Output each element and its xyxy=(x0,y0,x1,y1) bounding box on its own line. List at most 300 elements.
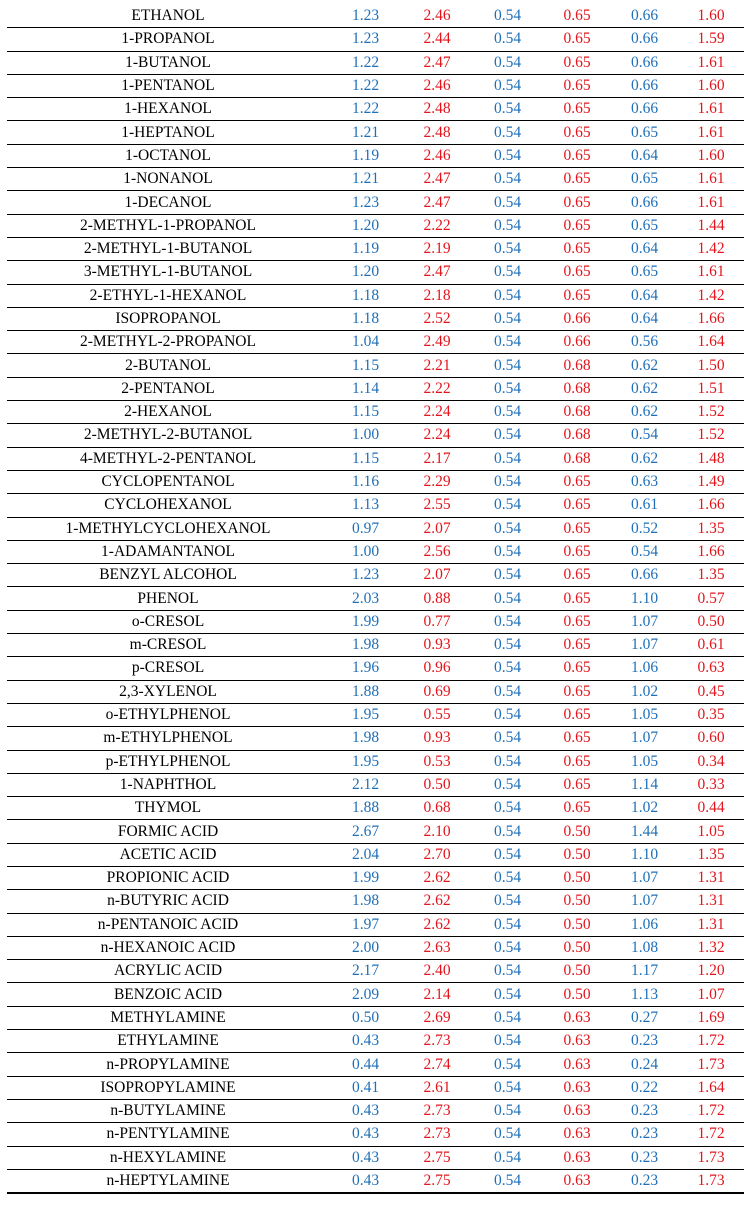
value-cell: 1.18 xyxy=(329,284,402,307)
value-cell: 0.66 xyxy=(611,564,678,587)
compound-name-cell: CYCLOHEXANOL xyxy=(7,494,329,517)
value-cell: 0.50 xyxy=(543,983,611,1006)
value-cell: 2.07 xyxy=(402,517,472,540)
value-cell: 0.68 xyxy=(543,424,611,447)
value-cell: 1.04 xyxy=(329,331,402,354)
value-cell: 0.62 xyxy=(611,377,678,400)
value-cell: 0.65 xyxy=(543,121,611,144)
value-cell: 0.43 xyxy=(329,1123,402,1146)
value-cell: 1.10 xyxy=(611,843,678,866)
value-cell: 0.65 xyxy=(543,494,611,517)
compound-name-cell: 1-PENTANOL xyxy=(7,74,329,97)
value-cell: 0.54 xyxy=(472,354,543,377)
value-cell: 1.98 xyxy=(329,727,402,750)
value-cell: 2.47 xyxy=(402,191,472,214)
value-cell: 1.61 xyxy=(678,261,744,284)
value-cell: 0.65 xyxy=(543,634,611,657)
value-cell: 1.02 xyxy=(611,680,678,703)
value-cell: 0.54 xyxy=(472,587,543,610)
value-cell: 1.72 xyxy=(678,1099,744,1122)
value-cell: 0.54 xyxy=(472,144,543,167)
value-cell: 0.54 xyxy=(472,424,543,447)
compound-name-cell: 1-NAPHTHOL xyxy=(7,773,329,796)
value-cell: 0.66 xyxy=(611,28,678,51)
table-row xyxy=(7,843,744,866)
table-row xyxy=(7,98,744,121)
value-cell: 2.55 xyxy=(402,494,472,517)
table-row xyxy=(7,354,744,377)
value-cell: 0.43 xyxy=(329,1169,402,1193)
value-cell: 0.54 xyxy=(472,1006,543,1029)
value-cell: 0.65 xyxy=(543,750,611,773)
value-cell: 1.20 xyxy=(329,214,402,237)
value-cell: 0.54 xyxy=(472,28,543,51)
compound-name-cell: PHENOL xyxy=(7,587,329,610)
value-cell: 2.73 xyxy=(402,1123,472,1146)
compound-name-cell: n-PENTANOIC ACID xyxy=(7,913,329,936)
table-body xyxy=(7,5,744,1193)
value-cell: 0.68 xyxy=(543,401,611,424)
value-cell: 0.41 xyxy=(329,1076,402,1099)
value-cell: 0.93 xyxy=(402,727,472,750)
value-cell: 2.56 xyxy=(402,540,472,563)
value-cell: 2.48 xyxy=(402,98,472,121)
table-row xyxy=(7,1146,744,1169)
table-row xyxy=(7,750,744,773)
value-cell: 0.60 xyxy=(678,727,744,750)
table-row xyxy=(7,890,744,913)
compound-name-cell: BENZYL ALCOHOL xyxy=(7,564,329,587)
value-cell: 1.73 xyxy=(678,1169,744,1193)
value-cell: 1.31 xyxy=(678,913,744,936)
value-cell: 0.77 xyxy=(402,610,472,633)
table-row xyxy=(7,960,744,983)
value-cell: 0.43 xyxy=(329,1030,402,1053)
value-cell: 0.54 xyxy=(472,214,543,237)
table-row xyxy=(7,983,744,1006)
compound-name-cell: 2-BUTANOL xyxy=(7,354,329,377)
table-row xyxy=(7,773,744,796)
value-cell: 0.65 xyxy=(543,51,611,74)
table-row xyxy=(7,1123,744,1146)
value-cell: 0.65 xyxy=(543,261,611,284)
compound-name-cell: ETHANOL xyxy=(131,7,205,25)
table-row xyxy=(7,261,744,284)
value-cell: 0.54 xyxy=(472,401,543,424)
value-cell: 1.23 xyxy=(351,7,380,25)
value-cell: 0.63 xyxy=(543,1169,611,1193)
table-row xyxy=(7,424,744,447)
value-cell: 0.63 xyxy=(543,1030,611,1053)
value-cell: 2.14 xyxy=(402,983,472,1006)
value-cell: 2.46 xyxy=(402,74,472,97)
value-cell: 1.07 xyxy=(678,983,744,1006)
value-cell: 2.04 xyxy=(329,843,402,866)
value-cell: 2.22 xyxy=(402,214,472,237)
value-cell: 0.54 xyxy=(472,331,543,354)
value-cell: 0.54 xyxy=(472,750,543,773)
value-cell: 2.40 xyxy=(402,960,472,983)
value-cell: 1.07 xyxy=(611,634,678,657)
value-cell: 0.65 xyxy=(543,168,611,191)
value-cell: 0.50 xyxy=(543,960,611,983)
value-cell: 1.00 xyxy=(329,540,402,563)
value-cell: 1.66 xyxy=(678,307,744,330)
table-row xyxy=(7,1030,744,1053)
compound-name-cell: m-ETHYLPHENOL xyxy=(7,727,329,750)
compound-name-cell: 2-METHYL-1-PROPANOL xyxy=(7,214,329,237)
value-cell: 1.61 xyxy=(678,51,744,74)
compound-name-cell: 2,3-XYLENOL xyxy=(7,680,329,703)
value-cell: 0.50 xyxy=(543,820,611,843)
value-cell: 0.54 xyxy=(472,74,543,97)
compound-name-cell: 2-ETHYL-1-HEXANOL xyxy=(7,284,329,307)
value-cell: 2.62 xyxy=(402,890,472,913)
table-row xyxy=(7,1099,744,1122)
value-cell: 2.69 xyxy=(402,1006,472,1029)
value-cell: 0.62 xyxy=(611,354,678,377)
value-cell: 0.23 xyxy=(611,1099,678,1122)
value-cell: 0.54 xyxy=(472,983,543,1006)
value-cell: 0.66 xyxy=(543,307,611,330)
table-row xyxy=(7,51,744,74)
value-cell: 0.65 xyxy=(543,98,611,121)
value-cell: 0.65 xyxy=(611,261,678,284)
table-row xyxy=(7,866,744,889)
value-cell: 2.10 xyxy=(402,820,472,843)
value-cell: 1.23 xyxy=(329,191,402,214)
value-cell: 0.65 xyxy=(543,703,611,726)
value-cell: 0.65 xyxy=(543,773,611,796)
table-row xyxy=(7,1053,744,1076)
value-cell: 0.23 xyxy=(611,1123,678,1146)
value-cell: 1.69 xyxy=(678,1006,744,1029)
value-cell: 0.65 xyxy=(543,540,611,563)
value-cell: 0.50 xyxy=(678,610,744,633)
value-cell: 0.65 xyxy=(611,121,678,144)
table-row xyxy=(7,470,744,493)
value-cell: 1.15 xyxy=(329,354,402,377)
table-row xyxy=(7,191,744,214)
value-cell: 1.48 xyxy=(678,447,744,470)
value-cell: 1.07 xyxy=(611,727,678,750)
value-cell: 0.54 xyxy=(472,1053,543,1076)
table-row xyxy=(7,401,744,424)
value-cell: 0.65 xyxy=(543,214,611,237)
value-cell: 0.54 xyxy=(472,377,543,400)
value-cell: 2.52 xyxy=(402,307,472,330)
value-cell: 0.54 xyxy=(472,703,543,726)
value-cell: 2.70 xyxy=(402,843,472,866)
compound-name-cell: PROPIONIC ACID xyxy=(7,866,329,889)
compound-name-cell: 4-METHYL-2-PENTANOL xyxy=(7,447,329,470)
value-cell: 1.13 xyxy=(611,983,678,1006)
value-cell: 1.72 xyxy=(678,1123,744,1146)
value-cell: 0.93 xyxy=(402,634,472,657)
value-cell: 0.65 xyxy=(543,657,611,680)
value-cell: 1.19 xyxy=(329,144,402,167)
value-cell: 0.55 xyxy=(402,703,472,726)
value-cell: 0.63 xyxy=(543,1099,611,1122)
value-cell: 0.65 xyxy=(543,237,611,260)
compound-name-cell: n-PENTYLAMINE xyxy=(7,1123,329,1146)
compound-name-cell: 2-METHYL-2-PROPANOL xyxy=(7,331,329,354)
value-cell: 0.54 xyxy=(472,610,543,633)
compound-name-cell: 2-HEXANOL xyxy=(7,401,329,424)
value-cell: 0.63 xyxy=(543,1006,611,1029)
compound-name-cell: o-ETHYLPHENOL xyxy=(7,703,329,726)
value-cell: 0.54 xyxy=(472,634,543,657)
table-row xyxy=(7,377,744,400)
value-cell: 0.66 xyxy=(611,191,678,214)
value-cell: 0.57 xyxy=(678,587,744,610)
table-row xyxy=(7,797,744,820)
table-row xyxy=(7,936,744,959)
compound-name-cell: n-BUTYLAMINE xyxy=(7,1099,329,1122)
value-cell: 0.66 xyxy=(611,51,678,74)
value-cell: 1.49 xyxy=(678,470,744,493)
compound-name-cell: 1-METHYLCYCLOHEXANOL xyxy=(7,517,329,540)
value-cell: 0.65 xyxy=(543,74,611,97)
table-row xyxy=(7,494,744,517)
value-cell: 1.22 xyxy=(329,51,402,74)
value-cell: 2.47 xyxy=(402,261,472,284)
value-cell: 1.06 xyxy=(611,657,678,680)
compound-name-cell: ACETIC ACID xyxy=(7,843,329,866)
table-row xyxy=(7,564,744,587)
value-cell: 0.63 xyxy=(543,1076,611,1099)
value-cell: 1.19 xyxy=(329,237,402,260)
value-cell: 1.73 xyxy=(678,1053,744,1076)
table-row xyxy=(7,634,744,657)
value-cell: 1.52 xyxy=(678,401,744,424)
value-cell: 0.65 xyxy=(543,191,611,214)
value-cell: 0.23 xyxy=(611,1030,678,1053)
value-cell: 0.66 xyxy=(611,74,678,97)
value-cell: 1.20 xyxy=(329,261,402,284)
value-cell: 1.07 xyxy=(611,610,678,633)
value-cell: 1.17 xyxy=(611,960,678,983)
value-cell: 0.54 xyxy=(472,51,543,74)
value-cell: 1.06 xyxy=(611,913,678,936)
table-row xyxy=(7,331,744,354)
value-cell: 1.66 xyxy=(678,540,744,563)
value-cell: 0.54 xyxy=(472,1123,543,1146)
value-cell: 2.47 xyxy=(402,51,472,74)
value-cell: 2.75 xyxy=(402,1169,472,1193)
value-cell: 1.05 xyxy=(611,750,678,773)
value-cell: 0.54 xyxy=(472,1030,543,1053)
value-cell: 0.66 xyxy=(611,98,678,121)
value-cell: 0.65 xyxy=(611,214,678,237)
value-cell: 0.63 xyxy=(678,657,744,680)
table-row xyxy=(7,727,744,750)
value-cell: 1.02 xyxy=(611,797,678,820)
value-cell: 1.15 xyxy=(329,447,402,470)
value-cell: 0.62 xyxy=(611,401,678,424)
compound-name-cell: n-BUTYRIC ACID xyxy=(7,890,329,913)
value-cell: 0.68 xyxy=(543,447,611,470)
value-cell: 0.68 xyxy=(543,377,611,400)
value-cell: 2.00 xyxy=(329,936,402,959)
value-cell: 2.49 xyxy=(402,331,472,354)
value-cell: 2.62 xyxy=(402,866,472,889)
value-cell: 0.54 xyxy=(472,820,543,843)
table-row xyxy=(7,1006,744,1029)
value-cell: 0.22 xyxy=(611,1076,678,1099)
value-cell: 0.35 xyxy=(678,703,744,726)
value-cell: 0.50 xyxy=(543,890,611,913)
value-cell: 1.88 xyxy=(329,680,402,703)
value-cell: 2.17 xyxy=(402,447,472,470)
value-cell: 1.05 xyxy=(611,703,678,726)
value-cell: 0.62 xyxy=(611,447,678,470)
value-cell: 2.12 xyxy=(329,773,402,796)
table-row xyxy=(7,1169,744,1193)
value-cell: 0.65 xyxy=(543,564,611,587)
value-cell: 1.00 xyxy=(329,424,402,447)
compound-name-cell: 1-HEXANOL xyxy=(7,98,329,121)
value-cell: 0.65 xyxy=(543,28,611,51)
value-cell: 0.54 xyxy=(472,307,543,330)
compound-name-cell: n-PROPYLAMINE xyxy=(7,1053,329,1076)
table-row xyxy=(7,680,744,703)
value-cell: 1.44 xyxy=(611,820,678,843)
value-cell: 0.54 xyxy=(472,960,543,983)
compound-name-cell: o-CRESOL xyxy=(7,610,329,633)
value-cell: 0.54 xyxy=(472,843,543,866)
value-cell: 0.66 xyxy=(630,7,659,25)
value-cell: 0.54 xyxy=(472,494,543,517)
compound-name-cell: p-CRESOL xyxy=(7,657,329,680)
compound-name-cell: THYMOL xyxy=(7,797,329,820)
compound-name-cell: METHYLAMINE xyxy=(7,1006,329,1029)
value-cell: 1.15 xyxy=(329,401,402,424)
value-cell: 1.05 xyxy=(678,820,744,843)
value-cell: 0.54 xyxy=(472,564,543,587)
value-cell: 0.23 xyxy=(611,1146,678,1169)
value-cell: 0.54 xyxy=(472,540,543,563)
value-cell: 2.09 xyxy=(329,983,402,1006)
value-cell: 1.98 xyxy=(329,634,402,657)
compound-name-cell: FORMIC ACID xyxy=(7,820,329,843)
compound-name-cell: 2-PENTANOL xyxy=(7,377,329,400)
value-cell: 0.54 xyxy=(472,797,543,820)
value-cell: 1.60 xyxy=(697,7,725,25)
table-row xyxy=(7,168,744,191)
value-cell: 2.75 xyxy=(402,1146,472,1169)
value-cell: 0.43 xyxy=(329,1099,402,1122)
value-cell: 0.65 xyxy=(543,470,611,493)
value-cell: 0.96 xyxy=(402,657,472,680)
value-cell: 0.23 xyxy=(611,1169,678,1193)
value-cell: 0.54 xyxy=(611,424,678,447)
table-row xyxy=(7,5,744,28)
value-cell: 2.73 xyxy=(402,1030,472,1053)
value-cell: 0.65 xyxy=(543,144,611,167)
compound-name-cell: 2-METHYL-1-BUTANOL xyxy=(7,237,329,260)
value-cell: 0.50 xyxy=(402,773,472,796)
value-cell: 0.54 xyxy=(472,727,543,750)
table-row xyxy=(7,447,744,470)
value-cell: 2.46 xyxy=(423,7,451,25)
value-cell: 0.64 xyxy=(611,284,678,307)
table-row xyxy=(7,1076,744,1099)
value-cell: 2.24 xyxy=(402,401,472,424)
value-cell: 1.44 xyxy=(678,214,744,237)
value-cell: 0.50 xyxy=(543,913,611,936)
value-cell: 0.52 xyxy=(611,517,678,540)
value-cell: 1.32 xyxy=(678,936,744,959)
value-cell: 1.16 xyxy=(329,470,402,493)
value-cell: 0.64 xyxy=(611,144,678,167)
value-cell: 2.63 xyxy=(402,936,472,959)
value-cell: 0.45 xyxy=(678,680,744,703)
table-row xyxy=(7,144,744,167)
value-cell: 1.95 xyxy=(329,703,402,726)
value-cell: 0.50 xyxy=(329,1006,402,1029)
value-cell: 1.21 xyxy=(329,121,402,144)
value-cell: 1.98 xyxy=(329,890,402,913)
value-cell: 0.66 xyxy=(543,331,611,354)
compound-name-cell: ETHYLAMINE xyxy=(7,1030,329,1053)
value-cell: 1.88 xyxy=(329,797,402,820)
value-cell: 1.73 xyxy=(678,1146,744,1169)
data-table-container xyxy=(7,5,744,1194)
value-cell: 1.59 xyxy=(678,28,744,51)
compound-name-cell: n-HEXANOIC ACID xyxy=(7,936,329,959)
value-cell: 0.54 xyxy=(472,936,543,959)
value-cell: 1.64 xyxy=(678,1076,744,1099)
compound-name-cell: p-ETHYLPHENOL xyxy=(7,750,329,773)
value-cell: 0.54 xyxy=(472,680,543,703)
value-cell: 0.44 xyxy=(329,1053,402,1076)
value-cell: 0.65 xyxy=(543,517,611,540)
value-cell: 1.35 xyxy=(678,564,744,587)
value-cell: 0.54 xyxy=(472,890,543,913)
value-cell: 2.46 xyxy=(402,144,472,167)
value-cell: 0.68 xyxy=(543,354,611,377)
value-cell: 2.22 xyxy=(402,377,472,400)
value-cell: 2.29 xyxy=(402,470,472,493)
value-cell: 0.44 xyxy=(678,797,744,820)
value-cell: 0.65 xyxy=(543,797,611,820)
table-row xyxy=(7,657,744,680)
value-cell: 0.27 xyxy=(611,1006,678,1029)
compound-name-cell: 1-DECANOL xyxy=(7,191,329,214)
value-cell: 2.48 xyxy=(402,121,472,144)
value-cell: 0.54 xyxy=(472,121,543,144)
value-cell: 0.54 xyxy=(472,447,543,470)
value-cell: 2.47 xyxy=(402,168,472,191)
value-cell: 1.14 xyxy=(611,773,678,796)
value-cell: 2.67 xyxy=(329,820,402,843)
value-cell: 2.18 xyxy=(402,284,472,307)
value-cell: 0.88 xyxy=(402,587,472,610)
table-row xyxy=(7,703,744,726)
value-cell: 0.54 xyxy=(472,261,543,284)
compound-name-cell: ISOPROPYLAMINE xyxy=(7,1076,329,1099)
value-cell: 2.07 xyxy=(402,564,472,587)
value-cell: 0.65 xyxy=(543,284,611,307)
value-cell: 1.07 xyxy=(611,890,678,913)
value-cell: 1.52 xyxy=(678,424,744,447)
value-cell: 1.61 xyxy=(678,168,744,191)
compound-name-cell: 1-ADAMANTANOL xyxy=(7,540,329,563)
value-cell: 2.24 xyxy=(402,424,472,447)
value-cell: 1.61 xyxy=(678,98,744,121)
value-cell: 0.63 xyxy=(543,1053,611,1076)
